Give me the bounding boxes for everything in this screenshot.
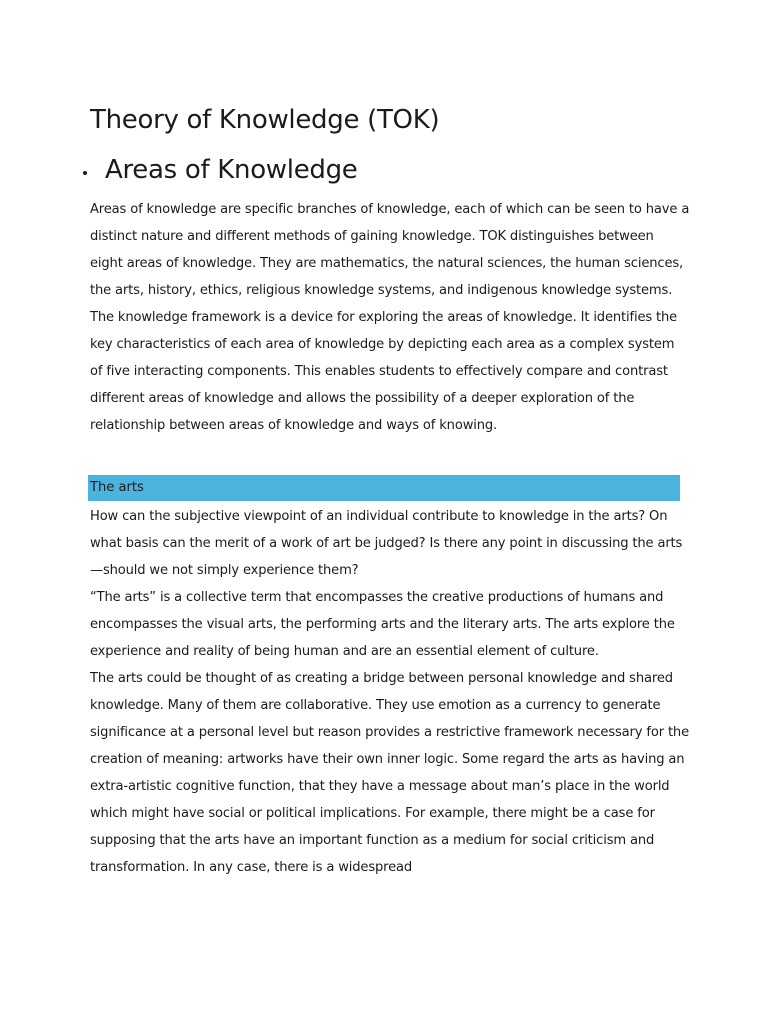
arts-text-block [90,503,690,881]
intro-paragraph-1: Areas of knowledge are specific branches of knowledge, each of which can be seen to have a distinct nature and different methods of gaining knowledge. TOK distinguishes between eight areas of knowledge. They are mathematics, the natural sciences, the human sciences, the arts, history, ethics, religious knowledge systems, and indigenous knowledge systems. [90,202,690,298]
arts-paragraph-3: The arts could be thought of as creating a bridge between personal knowledge and shared knowledge. Many of them are collaborative. They use emotion as a currency to generate significance at a personal level but reason provides a restrictive framework necessary for the creation of meaning: artworks have their own inner logic. Some regard the arts as having an extra-artistic cognitive function, that they have a message about man’s place in the world which might have social or political implications. For example, there might be a case for supposing that the arts have an important function as a medium for social criticism and transformation. In any case, there is a widespread [90,671,689,875]
intro-text-block [90,196,690,439]
bullet-dot-icon [83,171,87,175]
document-title: Theory of Knowledge (TOK) [90,105,440,135]
arts-subheading-band: The arts [88,475,680,501]
arts-paragraph-1: How can the subjective viewpoint of an individual contribute to knowledge in the arts? On what basis can the merit of a work of art be judged? Is there any point in discussing the arts—should we not simply experience them? [90,509,683,578]
arts-paragraph-2: “The arts” is a collective term that encompasses the creative productions of humans and encompasses the visual arts, the performing arts and the literary arts. The arts explore the experience and reality of being human and are an essential element of culture. [90,590,675,659]
section-heading-text: Areas of Knowledge [105,155,358,185]
intro-paragraph-2: The knowledge framework is a device for exploring the areas of knowledge. It identifies the key characteristics of each area of knowledge by depicting each area as a complex system of five interacting components. This enables students to effectively compare and contrast different areas of knowledge and allows the possibility of a deeper exploration of the relationship between areas of knowledge and ways of knowing. [90,310,678,433]
section-heading [83,150,358,190]
